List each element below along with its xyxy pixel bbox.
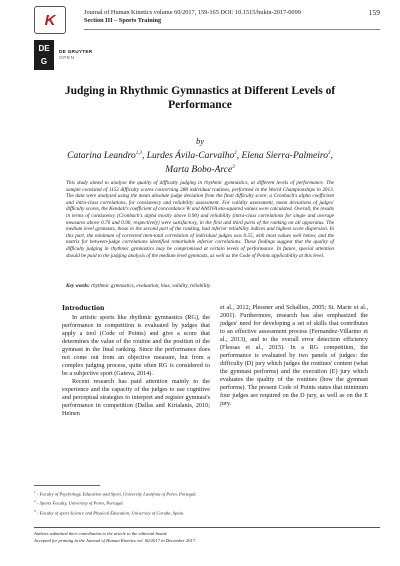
footnote-mark: 1: [34, 490, 36, 494]
footnote-text: - Faculty of Psychology, Education and Sport, University Lusófona of Porto, Portugal.: [35, 491, 197, 497]
author-list: [60, 148, 340, 176]
keywords-text: rhythmic gymnastics, evaluation, bias, validity, reliability.: [89, 283, 212, 289]
header-divider: [84, 29, 380, 30]
author-separator: ,: [141, 151, 147, 162]
abstract: This study aimed to analyse the quality of difficulty judging in rhythmic gymnastics, at different levels of performance. The sample consisted of 1152 difficulty scores concerning 288 individual routines, performed in the World Championships in 2013. The data were analysed using the mean absolute judge deviation from the final difficulty score, a Cronbach's alpha coefficient and intra-class correlations, for consistency and reliability assessment. For validity assessment, mean deviations of judges' difficulty scores, the Kendall's coefficient of concordance W and ANOVA eta-squared values were calculated. Overall, the results in terms of consistency (Cronbach's alpha mostly above 0.90) and reliability (intra-class correlations for single and average measures above 0.70 and 0.90, respectively) were satisfactory, in the first and third parts of the ranking on all apparatus. The medium level gymnasts, those in the second part of the ranking, had inferior reliability indices and highest score dispersion. In this part, the minimum of corrected item-total correlation of individual judges was 0.55, with most values well below, and the matrix for between-judge correlations identified remarkable inferior correlations. These findings suggest that the quality of difficulty judging in rhythmic gymnastics may be compromised at certain levels of performance. In future, special attention should be paid to the judging analysis of the medium level gymnasts, as well as the Code of Points applicability at this level.: [66, 180, 334, 259]
body-column-left: [62, 304, 210, 418]
author-separator: ,: [236, 151, 242, 162]
journal-info: [84, 9, 354, 25]
author-affiliation: 3: [327, 151, 331, 156]
editorial-note-line: Accepted for printing in the Journal of Human Kinetics vol. 60/2017 in December 2017.: [34, 538, 197, 543]
article-title: Judging in Rhythmic Gymnastics at Different Levels of Performance: [64, 85, 336, 111]
footnote-text: - Sports Faculty, University of Porto, Portugal.: [35, 500, 124, 506]
bottom-divider: [34, 527, 380, 528]
page-header: [34, 6, 380, 70]
footnote-mark: 3: [34, 508, 36, 513]
section-heading: Introduction: [62, 303, 105, 312]
publisher-name-block: [59, 50, 92, 61]
page-number: 159: [368, 8, 380, 17]
journal-logo: K: [34, 6, 66, 34]
author-name: Marta Bobo-Arce: [165, 165, 233, 176]
author-affiliation: 1,3: [135, 151, 142, 156]
journal-section: Section III – Sports Training: [84, 17, 162, 24]
publisher-open: OPEN: [59, 55, 75, 61]
footnote: [34, 508, 334, 517]
author-affiliation: 2: [234, 151, 237, 156]
author-name: Catarina Leandro: [67, 151, 136, 162]
paragraph: In artistic sports like rhythmic gymnastics (RG), the performance in competition is evaluated by judges that apply a tool (Code of Points) and give a score that determines the value of the routine and the position of the gymnast in the final ranking. Since the performance does not come out from an objective measure, but from a complex judging process, quite often RG is considered to be a subjective sport (Gateva, 2014).: [62, 314, 210, 377]
publisher-logo: [34, 40, 54, 70]
footnote: [34, 498, 334, 507]
publisher-logo-top: DE: [38, 44, 50, 53]
editorial-note-line: Authors submitted their contribution to the article to the editorial board.: [34, 531, 168, 536]
body-column-right: [220, 304, 368, 408]
footnote-mark: 2: [34, 499, 36, 504]
author-name: Lurdes Ávila-Carvalho: [146, 151, 235, 162]
by-line: by: [195, 136, 205, 146]
keywords: [66, 283, 334, 290]
footnote: [34, 489, 334, 498]
publisher-name: DE GRUYTER: [59, 50, 93, 55]
author-affiliation: 3: [232, 165, 235, 171]
footnotes: [34, 489, 334, 517]
author-separator: ,: [330, 151, 333, 162]
paragraph: Recent research has paid attention mainly to the experience and the capacity of the judges to use cognitive and perceptual strategies to interpret and register gymnast's performance in competition (Dallas and Kirialanis, 2010; Heinen: [62, 378, 210, 417]
footnote-text: - Faculty of sport Science and Physical Education, University of Coruña, Spain.: [35, 510, 185, 516]
editorial-note: [34, 530, 380, 544]
paragraph: et al., 2012; Plessner and Schallies, 2005; St. Marie et al., 2001). Furthermore, research has also emphasized the judges' need for developing a set of skills that contributes to an effective assessment process (Fernandez-Villarino et al., 2013), and to the overall error detection efficiency (Flessas et al., 2015). In a RG competition, the performance is evaluated by two panels of judges: the difficulty (D) jury which judges the routines' content (what the gymnast performs) and the execution (E) jury which evaluates the quality of the routines (how the gymnast performs). The present Code of Points states that minimum four judges are required on the D jury, as well as on the E jury.: [220, 304, 368, 407]
journal-citation: Journal of Human Kinetics volume 60/2017, 159-165 DOI: 10.1515/hukin-2017-0099: [84, 9, 301, 16]
keywords-label: Key words:: [66, 283, 90, 289]
footnote-divider: [34, 485, 100, 486]
publisher-logo-bottom: G: [40, 57, 48, 66]
author-name: Elena Sierra-Palmeiro: [241, 151, 328, 162]
